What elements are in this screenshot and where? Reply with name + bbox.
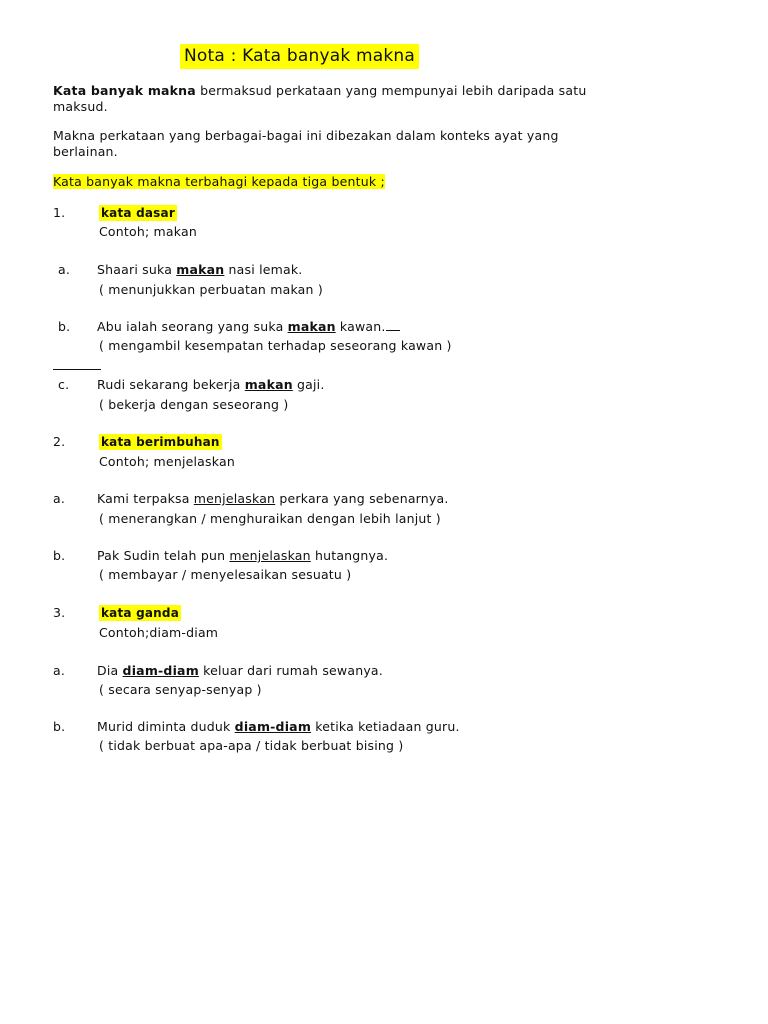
section-number: 2. bbox=[53, 434, 66, 449]
intro-divisions-text: Kata banyak makna terbahagi kepada tiga bentuk ; bbox=[53, 174, 385, 189]
section-heading: kata dasar bbox=[101, 206, 175, 220]
section-heading: kata ganda bbox=[101, 606, 180, 620]
item-label: c. bbox=[58, 377, 70, 392]
intro-definition bbox=[53, 83, 598, 115]
page-title: Nota : Kata banyak makna bbox=[180, 44, 419, 69]
item-meaning: ( menunjukkan perbuatan makan ) bbox=[99, 282, 323, 297]
sentence-text: Murid diminta duduk bbox=[97, 719, 235, 734]
item-meaning: ( mengambil kesempatan terhadap seseorang kawan ) bbox=[99, 338, 452, 353]
section-example: Contoh; menjelaskan bbox=[99, 454, 235, 469]
sentence-text: Kami terpaksa bbox=[97, 491, 194, 506]
sentence-text: kawan. bbox=[335, 319, 386, 334]
item-meaning: ( tidak berbuat apa-apa / tidak berbuat bising ) bbox=[99, 738, 404, 753]
section-number: 1. bbox=[53, 205, 66, 220]
sentence-text: hutangnya. bbox=[310, 548, 389, 563]
sentence-text: Pak Sudin telah pun bbox=[97, 548, 230, 563]
section-number: 3. bbox=[53, 605, 66, 620]
item-meaning: ( menerangkan / menghuraikan dengan lebih lanjut ) bbox=[99, 511, 441, 526]
item-sentence bbox=[97, 377, 325, 392]
keyword: menjelaskan bbox=[193, 491, 276, 506]
intro-term: Kata banyak makna bbox=[53, 83, 196, 98]
item-sentence bbox=[97, 719, 460, 734]
keyword: menjelaskan bbox=[229, 548, 311, 563]
sentence-text: keluar dari rumah sewanya. bbox=[198, 663, 383, 678]
keyword: makan bbox=[287, 319, 336, 334]
keyword: makan bbox=[176, 262, 225, 277]
sentence-text: ketika ketiadaan guru. bbox=[311, 719, 460, 734]
sentence-text: Dia bbox=[97, 663, 123, 678]
item-sentence bbox=[97, 548, 388, 563]
intro-definition-text: bermaksud perkataan yang mempunyai lebih daripada satu maksud. bbox=[53, 83, 587, 114]
sentence-text: Abu ialah seorang yang suka bbox=[97, 319, 288, 334]
sentence-text: nasi lemak. bbox=[224, 262, 303, 277]
section-heading: kata berimbuhan bbox=[101, 435, 220, 449]
item-sentence bbox=[97, 663, 383, 678]
item-meaning: ( membayar / menyelesaikan sesuatu ) bbox=[99, 567, 352, 582]
divider-line bbox=[53, 369, 101, 370]
sentence-text: Shaari suka bbox=[97, 262, 177, 277]
item-sentence bbox=[97, 262, 303, 277]
intro-divisions bbox=[53, 174, 385, 189]
blank-line bbox=[386, 319, 400, 331]
keyword: diam-diam bbox=[122, 663, 199, 678]
item-label: b. bbox=[53, 719, 66, 734]
item-label: b. bbox=[53, 548, 66, 563]
item-sentence bbox=[97, 491, 449, 506]
sentence-text: gaji. bbox=[292, 377, 325, 392]
section-example: Contoh; makan bbox=[99, 224, 197, 239]
sentence-text: perkara yang sebenarnya. bbox=[275, 491, 449, 506]
item-label: b. bbox=[58, 319, 71, 334]
item-label: a. bbox=[53, 491, 66, 506]
item-label: a. bbox=[58, 262, 71, 277]
item-meaning: ( bekerja dengan seseorang ) bbox=[99, 397, 289, 412]
item-label: a. bbox=[53, 663, 66, 678]
item-sentence bbox=[97, 319, 400, 334]
sentence-text: Rudi sekarang bekerja bbox=[97, 377, 245, 392]
keyword: diam-diam bbox=[234, 719, 312, 734]
section-example: Contoh;diam-diam bbox=[99, 625, 219, 640]
item-meaning: ( secara senyap-senyap ) bbox=[99, 682, 262, 697]
intro-context: Makna perkataan yang berbagai-bagai ini dibezakan dalam konteks ayat yang berlainan. bbox=[53, 128, 559, 159]
keyword: makan bbox=[244, 377, 293, 392]
